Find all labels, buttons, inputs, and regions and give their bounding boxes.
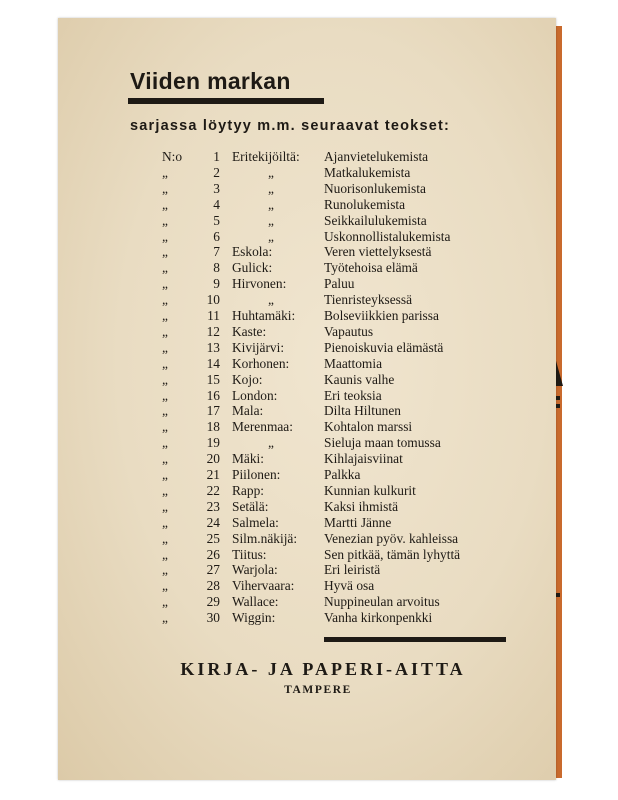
book-list-row: [58, 547, 556, 563]
book-title: Kaunis valhe: [324, 371, 395, 387]
book-author: Kaste:: [232, 323, 267, 339]
book-author: „: [268, 196, 274, 212]
book-title: Kaksi ihmistä: [324, 498, 399, 514]
book-number-prefix: „: [162, 323, 168, 339]
book-author: Warjola:: [232, 562, 278, 578]
book-title: Nuorisonlukemista: [324, 180, 426, 196]
publisher-city: TAMPERE: [284, 684, 352, 696]
book-number: 25: [206, 530, 220, 546]
book-number: 21: [206, 467, 220, 482]
book-title: Hyvä osa: [324, 578, 375, 594]
book-number-prefix: „: [162, 546, 168, 562]
book-author: Tiitus:: [232, 546, 267, 562]
book-title: Pienoiskuvia elämästä: [324, 339, 444, 355]
book-number-prefix: „: [162, 355, 168, 371]
book-number: 24: [206, 514, 220, 530]
book-number: 9: [213, 276, 220, 292]
book-number-prefix: „: [162, 164, 168, 180]
book-title: Uskonnollistalukemista: [324, 228, 451, 244]
book-list-row: [58, 467, 556, 483]
book-title: Bolseviikkien parissa: [324, 308, 439, 323]
book-number-prefix: „: [162, 610, 168, 626]
book-author: „: [268, 435, 274, 451]
book-author: Kojo:: [232, 371, 263, 387]
book-list-row: [58, 229, 556, 245]
back-cover-page: [58, 18, 556, 780]
book-list-row: [58, 260, 556, 276]
book-number: 20: [206, 451, 220, 467]
book-number: 7: [213, 244, 220, 260]
book-title: Runolukemista: [324, 196, 406, 212]
book-title: Palkka: [324, 467, 361, 482]
book-number: 14: [206, 355, 220, 371]
series-subtitle: sarjassa löytyy m.m. seuraavat teokset:: [130, 118, 451, 134]
book-number-prefix: „: [162, 308, 168, 323]
book-list-row: [58, 435, 556, 451]
book-title: Veren viettelyksestä: [324, 244, 432, 260]
book-number-prefix: „: [162, 260, 168, 276]
book-title: Kunnian kulkurit: [324, 482, 416, 498]
book-number: 22: [206, 482, 220, 498]
book-title: Nuppineulan arvoitus: [324, 594, 440, 610]
book-list-row: [58, 165, 556, 181]
title-underline: [128, 98, 324, 104]
book-list-row: [58, 244, 556, 260]
book-author: Rapp:: [232, 482, 264, 498]
series-title: Viiden markan: [130, 68, 291, 94]
book-author: Kivijärvi:: [232, 339, 285, 355]
book-number-prefix: „: [162, 451, 168, 467]
book-list-row: [58, 499, 556, 515]
book-list-row: [58, 372, 556, 388]
book-number-prefix: „: [162, 514, 168, 530]
book-author: Wiggin:: [232, 610, 276, 626]
book-number-prefix: „: [162, 212, 168, 228]
book-author: Salmela:: [232, 514, 279, 530]
book-number-prefix: N:o: [162, 149, 183, 164]
book-title: Vapautus: [324, 323, 374, 339]
publisher-name: KIRJA- JA PAPERI-AITTA: [180, 659, 466, 679]
book-title: Sieluja maan tomussa: [324, 435, 441, 451]
book-list-row: [58, 419, 556, 435]
book-number-prefix: „: [162, 467, 168, 482]
book-number: 18: [206, 419, 220, 435]
book-number: 19: [206, 435, 220, 451]
book-title: Tienristeyksessä: [324, 292, 413, 308]
book-number-prefix: „: [162, 244, 168, 260]
list-end-rule: [324, 637, 506, 642]
book-list-row: [58, 213, 556, 229]
book-list-row: [58, 356, 556, 372]
book-number: 2: [213, 164, 220, 180]
book-number: 15: [206, 371, 220, 387]
book-title: Venezian pyöv. kahleissa: [324, 530, 459, 546]
book-number-prefix: „: [162, 594, 168, 610]
book-number-prefix: „: [162, 403, 168, 419]
book-author: London:: [232, 387, 278, 403]
book-list-row: [58, 531, 556, 547]
book-number-prefix: „: [162, 419, 168, 435]
book-number: 28: [206, 578, 220, 594]
book-author: „: [268, 180, 274, 196]
book-number: 5: [213, 212, 220, 228]
book-number: 4: [213, 196, 220, 212]
book-list-row: [58, 388, 556, 404]
book-number: 30: [206, 610, 220, 626]
book-author: Piilonen:: [232, 467, 281, 482]
book-number: 13: [206, 339, 220, 355]
book-title: Sen pitkää, tämän lyhyttä: [324, 546, 461, 562]
book-number: 1: [213, 149, 220, 164]
book-author: Eskola:: [232, 244, 273, 260]
book-number-prefix: „: [162, 387, 168, 403]
book-list-row: [58, 324, 556, 340]
book-number-prefix: „: [162, 578, 168, 594]
book-number: 10: [206, 292, 220, 308]
book-author: Vihervaara:: [232, 578, 295, 594]
book-number: 17: [206, 403, 220, 419]
book-title: Kihlajaisviinat: [324, 451, 403, 467]
book-title: Paluu: [324, 276, 355, 292]
book-title: Kohtalon marssi: [324, 419, 413, 435]
book-number-prefix: „: [162, 498, 168, 514]
book-author: Setälä:: [232, 498, 269, 514]
book-title: Ajanvietelukemista: [324, 149, 429, 164]
book-list-row: [58, 610, 556, 626]
book-author: Mala:: [232, 403, 264, 419]
book-number: 3: [213, 180, 220, 196]
book-number-prefix: „: [162, 371, 168, 387]
book-number-prefix: „: [162, 435, 168, 451]
book-author: Eritekijöiltä:: [232, 149, 300, 164]
book-number: 27: [206, 562, 220, 578]
book-list-row: [58, 451, 556, 467]
book-number-prefix: „: [162, 530, 168, 546]
book-title: Matkalukemista: [324, 164, 411, 180]
book-title: Työtehoisa elämä: [324, 260, 418, 276]
book-number-prefix: „: [162, 292, 168, 308]
book-list-row: [58, 578, 556, 594]
book-number: 11: [207, 308, 220, 323]
book-list-row: [58, 562, 556, 578]
book-number-prefix: „: [162, 196, 168, 212]
book-number: 23: [206, 498, 220, 514]
book-list-row: [58, 483, 556, 499]
book-number-prefix: „: [162, 562, 168, 578]
book-list-row: [58, 292, 556, 308]
book-title: Martti Jänne: [324, 514, 392, 530]
book-number-prefix: „: [162, 180, 168, 196]
book-number: 6: [213, 228, 220, 244]
book-author: Mäki:: [232, 451, 264, 467]
book-title: Seikkailulukemista: [324, 212, 427, 228]
book-number: 12: [206, 323, 220, 339]
book-author: Silm.näkijä:: [232, 530, 298, 546]
book-list-row: [58, 149, 556, 165]
book-title: Maattomia: [324, 355, 383, 371]
book-author: „: [268, 212, 274, 228]
book-number-prefix: „: [162, 482, 168, 498]
book-number: 16: [206, 387, 220, 403]
book-list-row: [58, 197, 556, 213]
book-author: Wallace:: [232, 594, 279, 610]
book-title: Eri leiristä: [324, 562, 381, 578]
book-list-row: [58, 594, 556, 610]
book-list-row: [58, 276, 556, 292]
book-list-row: [58, 515, 556, 531]
book-author: „: [268, 228, 274, 244]
book-list-row: [58, 403, 556, 419]
book-author: Gulick:: [232, 260, 273, 276]
book-number: 8: [213, 260, 220, 276]
book-author: Huhtamäki:: [232, 308, 296, 323]
book-author: Merenmaa:: [232, 419, 293, 435]
book-number-prefix: „: [162, 339, 168, 355]
book-list-row: [58, 340, 556, 356]
book-title: Vanha kirkonpenkki: [324, 610, 433, 626]
book-title: Eri teoksia: [324, 387, 382, 403]
book-author: Korhonen:: [232, 355, 290, 371]
book-list-row: [58, 308, 556, 324]
book-number-prefix: „: [162, 276, 168, 292]
book-author: „: [268, 164, 274, 180]
book-number-prefix: „: [162, 228, 168, 244]
book-title: Dilta Hiltunen: [324, 403, 401, 419]
book-author: Hirvonen:: [232, 276, 287, 292]
book-list-row: [58, 181, 556, 197]
book-author: „: [268, 292, 274, 308]
book-number: 26: [206, 546, 220, 562]
book-number: 29: [206, 594, 220, 610]
